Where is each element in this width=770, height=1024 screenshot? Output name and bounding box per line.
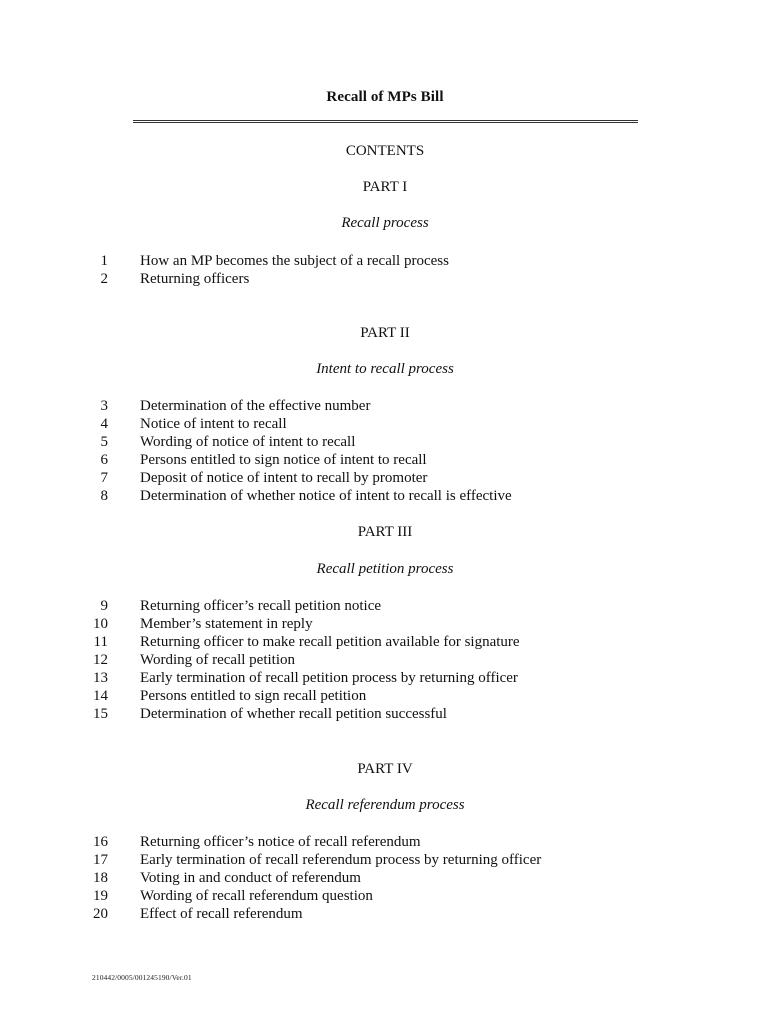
toc-entry-title: Persons entitled to sign recall petition — [140, 688, 367, 704]
toc-entry-number: 13 — [93, 670, 108, 686]
toc-entry-title: Returning officers — [140, 271, 250, 287]
toc-entry — [0, 869, 770, 887]
toc-entry-title: Notice of intent to recall — [140, 416, 287, 432]
toc-entry-title: Returning officer to make recall petition available for signature — [140, 634, 520, 650]
toc-entry-title: Returning officer’s notice of recall referendum — [140, 834, 421, 850]
toc-entry-number: 16 — [93, 834, 108, 850]
footer-document-code: 210442/0005/001245190/Ver.01 — [92, 973, 192, 982]
toc-entry-number: 1 — [100, 253, 108, 269]
toc-entry — [0, 833, 770, 851]
toc-entry-number: 19 — [93, 888, 108, 904]
toc-entry-title: Wording of notice of intent to recall — [140, 434, 356, 450]
toc-entry-title: Persons entitled to sign notice of intent to recall — [140, 452, 427, 468]
toc-entry-title: How an MP becomes the subject of a recall process — [140, 253, 449, 269]
toc-entry — [0, 433, 770, 451]
part-heading: PART I — [362, 179, 408, 195]
toc-entry-number: 20 — [93, 906, 108, 922]
toc-entry — [0, 851, 770, 869]
toc-entry-number: 7 — [100, 470, 108, 486]
toc-entry-title: Early termination of recall referendum process by returning officer — [140, 852, 542, 868]
toc-entry-number: 11 — [93, 634, 108, 650]
toc-entry — [0, 687, 770, 705]
toc-entry — [0, 487, 770, 505]
toc-entry-title: Early termination of recall petition process by returning officer — [140, 670, 518, 686]
part-subheading: Recall petition process — [316, 561, 454, 577]
toc-entry — [0, 669, 770, 687]
toc-entry-title: Wording of recall petition — [140, 652, 295, 668]
toc-entry-number: 8 — [100, 488, 108, 504]
toc-entry — [0, 887, 770, 905]
part-subheading: Recall process — [341, 215, 429, 231]
part-subheading: Intent to recall process — [316, 361, 454, 377]
part-heading: PART IV — [357, 761, 413, 777]
toc-entry-number: 17 — [93, 852, 108, 868]
toc-entry-number: 10 — [93, 616, 108, 632]
part-subheading: Recall referendum process — [305, 797, 465, 813]
toc-entry — [0, 705, 770, 723]
toc-entry-number: 18 — [93, 870, 108, 886]
toc-entry-title: Effect of recall referendum — [140, 906, 303, 922]
toc-entry-title: Member’s statement in reply — [140, 616, 313, 632]
toc-entry — [0, 651, 770, 669]
toc-entry-number: 9 — [100, 598, 108, 614]
toc-entry-number: 5 — [100, 434, 108, 450]
toc-entry-number: 4 — [100, 416, 108, 432]
toc-entry-title: Determination of whether notice of intent to recall is effective — [140, 488, 512, 504]
toc-entry-title: Returning officer’s recall petition notice — [140, 598, 382, 614]
contents-heading: CONTENTS — [345, 143, 425, 159]
toc-entry-title: Determination of whether recall petition successful — [140, 706, 447, 722]
toc-entry — [0, 451, 770, 469]
part-heading: PART II — [360, 325, 410, 341]
toc-entry — [0, 615, 770, 633]
toc-entry-number: 3 — [100, 398, 108, 414]
part-heading: PART III — [357, 524, 413, 540]
toc-entry-number: 15 — [93, 706, 108, 722]
toc-entry-title: Voting in and conduct of referendum — [140, 870, 361, 886]
toc-entry — [0, 397, 770, 415]
title-rule — [133, 120, 638, 123]
toc-entry — [0, 633, 770, 651]
toc-entry-title: Wording of recall referendum question — [140, 888, 373, 904]
toc-entry-title: Determination of the effective number — [140, 398, 371, 414]
toc-entry — [0, 905, 770, 923]
toc-entry-number: 14 — [93, 688, 108, 704]
toc-entry — [0, 252, 770, 270]
toc-entry — [0, 597, 770, 615]
toc-entry-number: 2 — [100, 271, 108, 287]
toc-entry-title: Deposit of notice of intent to recall by promoter — [140, 470, 428, 486]
toc-entry-number: 6 — [100, 452, 108, 468]
toc-entry-number: 12 — [93, 652, 108, 668]
page-title: Recall of MPs Bill — [326, 89, 444, 105]
toc-entry — [0, 469, 770, 487]
toc-entry — [0, 415, 770, 433]
toc-entry — [0, 270, 770, 288]
